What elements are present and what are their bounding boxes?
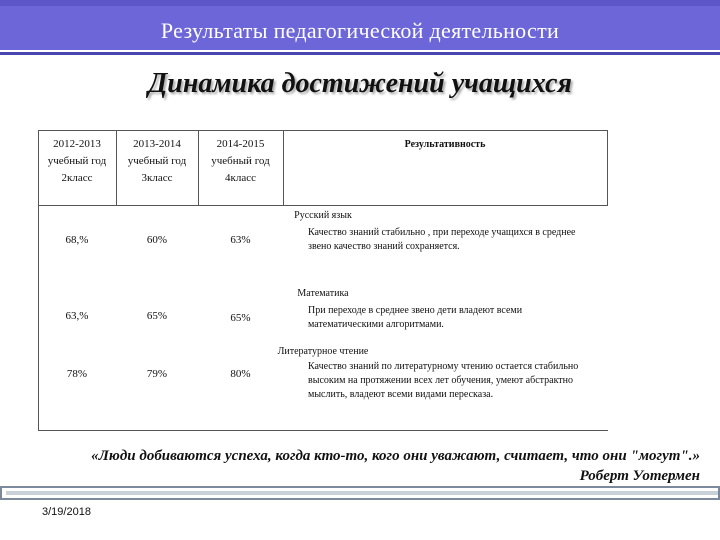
- header-bar: [0, 0, 720, 50]
- column-header-2014: 2014-2015 учебный год 4класс: [211, 138, 270, 184]
- value-cell: 80%: [230, 368, 251, 380]
- slide-title: Результаты педагогической деятельности: [160, 18, 560, 43]
- column-header-2013: 2013-2014 учебный год 3класс: [127, 138, 187, 184]
- footer-divider-inner: [6, 491, 718, 495]
- slide-subtitle: Динамика достижений учащихся: [148, 68, 572, 99]
- quote: [60, 446, 700, 486]
- quote-author: Роберт Уотермен: [579, 468, 700, 484]
- result-note: Качество знаний стабильно , при переходе учащихся в среднее звено качество знаний сохраняется.: [308, 227, 576, 252]
- value-cell: 63%: [230, 234, 251, 246]
- table-border-top: [38, 130, 608, 131]
- slide-date: 3/19/2018: [42, 506, 91, 518]
- table-header-divider: [38, 205, 608, 206]
- column-header-2012: 2012-2013 учебный год 2класс: [47, 138, 107, 184]
- value-cell: 63,%: [65, 310, 89, 322]
- value-cell: 65%: [146, 310, 168, 322]
- table-border-bottom: [38, 430, 608, 431]
- result-note: Качество знаний по литературному чтению остается стабильно высоким на протяжении всех лет обучения, умеют абстрактно мыслить, владеют всеми видами пересказа.: [308, 361, 579, 400]
- header-divider: [0, 52, 720, 55]
- result-note: При переходе в среднее звено дети владеют всеми математическими алгоритмами.: [308, 305, 523, 330]
- footer-divider: [0, 486, 720, 500]
- column-header-result: Результативность: [404, 139, 486, 150]
- value-cell: 68,%: [65, 234, 89, 246]
- value-cell: 60%: [146, 234, 168, 246]
- table-border-right: [607, 130, 608, 205]
- quote-text: «Люди добиваются успеха, когда кто-то, кого они уважают, считает, что они "могут".»: [91, 448, 700, 464]
- section-title-reading: Литературное чтение: [277, 346, 369, 357]
- section-title-russian: Русский язык: [294, 210, 352, 221]
- value-cell: 78%: [66, 368, 88, 380]
- section-title-math: Математика: [297, 288, 349, 299]
- value-cell: 65%: [230, 312, 251, 324]
- achievements-table: [38, 130, 608, 430]
- value-cell: 79%: [146, 368, 168, 380]
